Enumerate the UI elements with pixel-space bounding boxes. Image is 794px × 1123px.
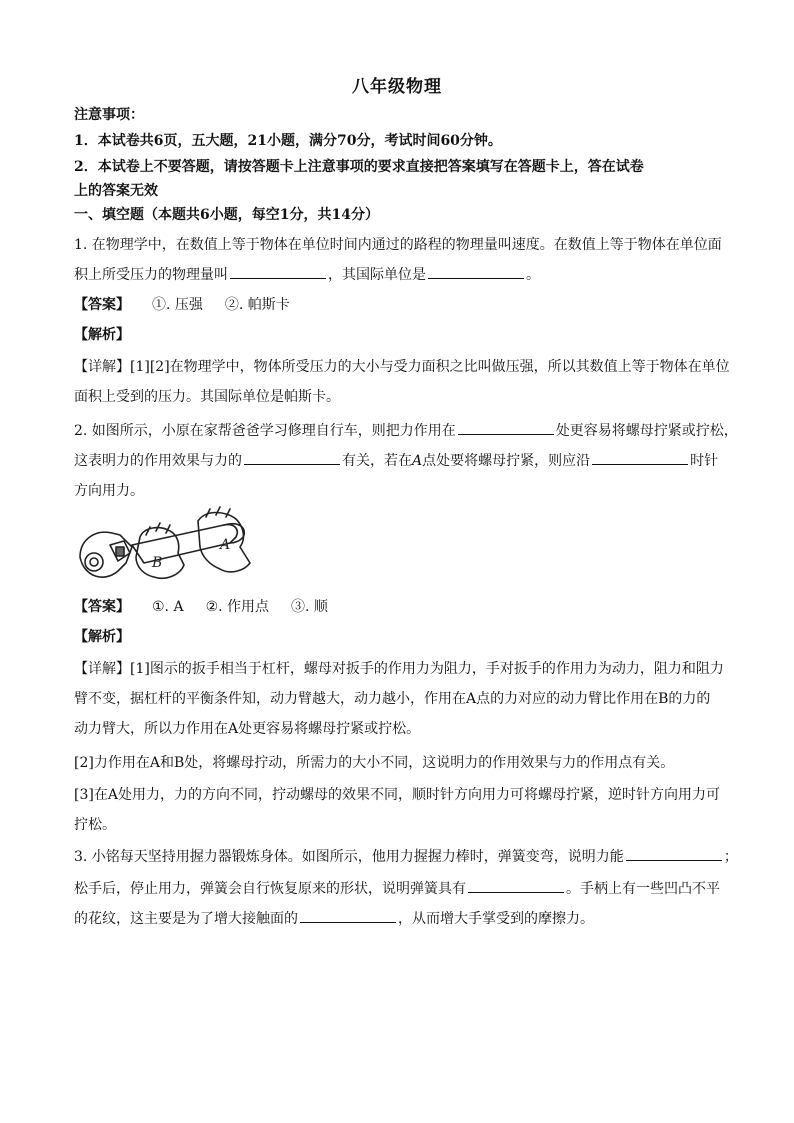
q3-text-d: 。手柄上有一些凹凸不平 (566, 881, 720, 897)
q1-answer-1: ①. 压强 (152, 297, 203, 313)
q1-detail-2: 面积上受到的压力。其国际单位是帕斯卡。 (74, 389, 340, 405)
q2-answer-2: ②. 作用点 (205, 599, 270, 615)
q3-line-3 (74, 906, 734, 932)
q2-answer-3: ③. 顺 (291, 599, 328, 615)
q3-line-2 (74, 876, 734, 902)
q2-detail-6: 拧松。 (74, 817, 116, 833)
q3-blank-1 (626, 845, 722, 861)
q2-answer (74, 594, 734, 620)
q2-detail-3: 动力臂大，所以力作用在A处更容易将螺母拧紧或拧松。 (74, 721, 421, 737)
q3-line-1 (74, 844, 738, 870)
q2-detail-4: [2]力作用在A和B处，将螺母拧动，所需力的大小不同，这说明力的作用效果与力的作用点有关。 (74, 755, 675, 771)
q2-text-b: 处更容易将螺母拧紧或拧松， (555, 423, 738, 439)
q1-line-2 (74, 262, 734, 288)
notice-item-2b: 上的答案无效 (74, 183, 158, 199)
q2-line-2 (74, 448, 734, 474)
q3-text-b: ； (723, 849, 738, 865)
q1-answer (74, 292, 734, 318)
q1-line-1: 1. 在物理学中，在数值上等于物体在单位时间内通过的路程的物理量叫速度。在数值上等于物体在单位面 (74, 237, 722, 253)
q3-text-f: ，从而增大手掌受到的摩擦力。 (398, 911, 594, 927)
q2-text-a: 2. 如图所示，小原在家帮爸爸学习修理自行车，则把力作用在 (74, 423, 456, 439)
q1-blank-2 (428, 263, 524, 279)
notice-item-2a: 2．本试卷上不要答题，请按答题卡上注意事项的要求直接把答案填写在答题卡上，答在试卷 (74, 159, 644, 175)
q1-text-a: 积上所受压力的物理量叫 (74, 267, 228, 283)
q1-blank-1 (230, 263, 326, 279)
q2-text-f: 时针 (690, 453, 719, 469)
q2-blank-1 (458, 419, 554, 435)
fig-label-b: B (152, 555, 163, 571)
q2-blank-2 (244, 449, 340, 465)
q2-detail-1: 【详解】[1]图示的扳手相当于杠杆，螺母对扳手的作用力为阻力，手对扳手的作用力为动力，阻力和阻力 (74, 661, 724, 677)
q1-analysis-tag: 【解析】 (74, 327, 130, 343)
q3-text-e: 的花纹，这主要是为了增大接触面的 (74, 911, 298, 927)
q2-detail-5: [3]在A处用力，力的方向不同，拧动螺母的效果不同，顺时针方向用力可将螺母拧紧，逆时针方向用力可 (74, 787, 720, 803)
answer-tag: 【答案】 (74, 297, 130, 313)
notice-heading: 注意事项： (74, 107, 144, 123)
q2-point-a: A (412, 453, 423, 469)
q1-answer-2: ②. 帕斯卡 (224, 297, 290, 313)
q3-text-c: 松手后，停止用力，弹簧会自行恢复原来的形状，说明弹簧具有 (74, 881, 466, 897)
q2-line-3: 方向用力。 (74, 483, 144, 499)
q2-answer-1: ①. A (152, 599, 184, 615)
answer-tag: 【答案】 (74, 599, 130, 615)
q1-text-c: 。 (526, 267, 540, 283)
q3-blank-2 (468, 877, 564, 893)
q2-line-1 (74, 418, 738, 444)
q2-text-d: 有关，若在 (342, 453, 412, 469)
q2-blank-3 (592, 449, 688, 465)
q1-text-b: ，其国际单位是 (328, 267, 426, 283)
q3-blank-3 (300, 907, 396, 923)
q1-detail-1: 【详解】[1][2]在物理学中，物体所受压力的大小与受力面积之比叫做压强，所以其数值上等于物体在单位 (74, 359, 730, 375)
q3-text-a: 3. 小铭每天坚持用握力器锻炼身体。如图所示，他用力握握力棒时，弹簧变弯，说明力能 (74, 849, 624, 865)
q2-text-e: 点处要将螺母拧紧，则应沿 (422, 453, 591, 469)
section-heading: 一、填空题（本题共6小题，每空1分，共14分） (74, 207, 379, 223)
wrench-figure (74, 505, 270, 595)
page-title: 八年级物理 (352, 77, 442, 97)
q2-analysis-tag: 【解析】 (74, 629, 130, 645)
notice-item-1: 1．本试卷共6页，五大题，21小题，满分70分，考试时间60分钟。 (74, 133, 502, 149)
q2-detail-2: 臂不变，据杠杆的平衡条件知，动力臂越大，动力越小，作用在A点的力对应的动力臂比作用在B的力的 (74, 691, 711, 707)
fig-label-a: A (220, 537, 231, 553)
q2-text-c: 这表明力的作用效果与力的 (74, 453, 242, 469)
